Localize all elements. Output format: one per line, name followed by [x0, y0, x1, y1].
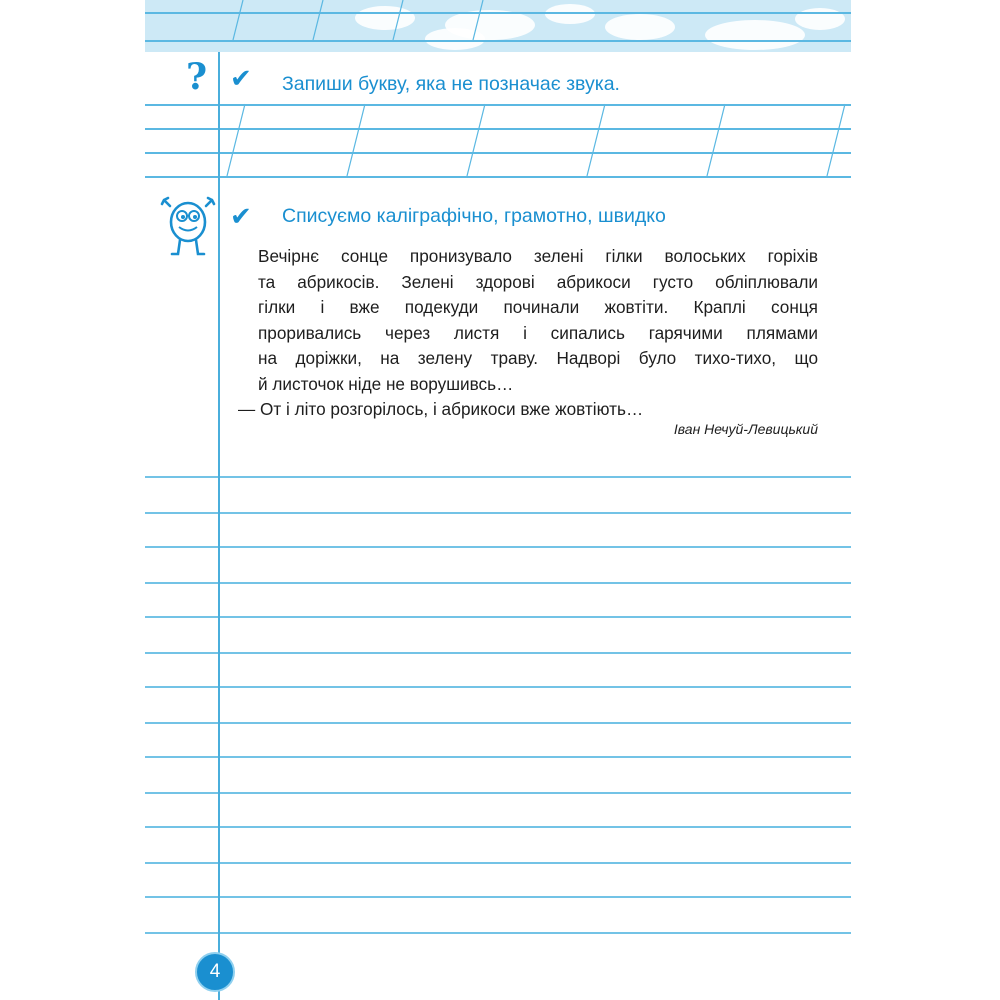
ruling-line	[145, 652, 851, 654]
ruling-line	[145, 862, 851, 864]
checkmark-icon: ✔	[230, 64, 252, 94]
ruling-line	[145, 756, 851, 758]
task-instruction: Запиши букву, яка не позначає звука.	[282, 73, 620, 95]
ruling-line	[145, 686, 851, 688]
ruling-line	[145, 582, 851, 584]
margin-line	[218, 52, 220, 1000]
ruling-line	[145, 616, 851, 618]
passage-line: гілки і вже подекуди починали жовтіти. Краплі сонця	[258, 297, 818, 317]
task-instruction: Списуємо каліграфічно, грамотно, швидко	[282, 205, 666, 227]
ruling-line	[145, 896, 851, 898]
ruling-line	[145, 932, 851, 934]
passage-line: на доріжки, на зелену траву. Надворі було тихо-тихо, що	[258, 348, 818, 368]
ruling-line	[145, 722, 851, 724]
copy-passage	[238, 244, 818, 423]
ruling-line	[145, 476, 851, 478]
passage-line: проривались через листя і сипались гарячими плямами	[258, 322, 818, 343]
ruling-line	[145, 792, 851, 794]
passage-line: та абрикосів. Зелені здорові абрикоси густо обліплювали	[258, 271, 818, 292]
passage-line: й листочок ніде не ворушивсь…	[258, 373, 514, 394]
workbook-page	[145, 0, 851, 1000]
passage-line: Вечірнє сонце пронизувало зелені гілки волоських горіхів	[258, 246, 818, 266]
letter-mascot-icon	[160, 196, 216, 260]
ruling-line	[145, 512, 851, 514]
ruling-line	[145, 546, 851, 548]
page-number: 4	[195, 952, 235, 992]
passage-quote: — От і літо розгорілось, і абрикоси вже жовтіють…	[238, 399, 644, 419]
question-mark-icon: ?	[186, 56, 208, 98]
slant-guides	[145, 0, 851, 200]
passage-author: Іван Нечуй-Левицький	[673, 421, 818, 437]
checkmark-icon: ✔	[230, 202, 252, 232]
ruling-line	[145, 826, 851, 828]
